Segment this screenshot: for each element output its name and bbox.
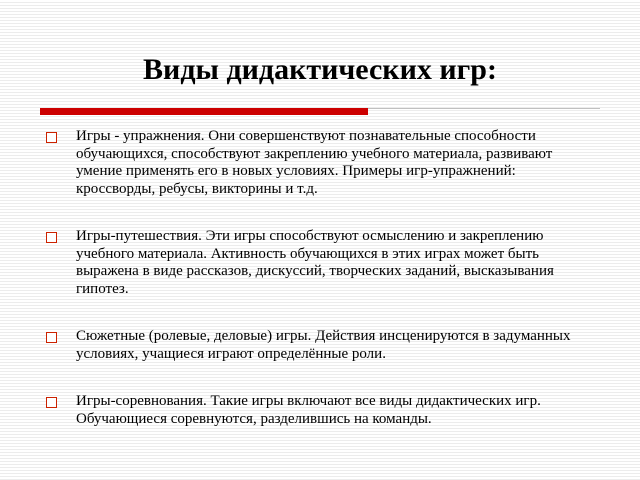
list-item	[46, 328, 586, 363]
slide-title: Виды дидактических игр:	[143, 53, 497, 86]
bullet-text: Игры-соревнования. Такие игры включают все виды дидактических игр. Обучающиеся соревнуются, разделившись на команды.	[76, 393, 541, 427]
bullet-list	[46, 128, 586, 458]
list-item	[46, 228, 586, 298]
bullet-text: Игры - упражнения. Они совершенствуют познавательные способности обучающихся, способствуют закреплению учебного материала, развивают умение применять его в новых условиях. Примеры игр-упражнений: кроссворды, ребусы, викторины и т.д.	[76, 128, 553, 197]
list-item	[46, 393, 586, 428]
bullet-square-icon	[46, 332, 57, 343]
title-accent-bar	[40, 108, 368, 115]
bullet-text: Сюжетные (ролевые, деловые) игры. Действия инсценируются в задуманных условиях, учащиеся играют определённые роли.	[76, 328, 571, 362]
bullet-square-icon	[46, 232, 57, 243]
bullet-square-icon	[46, 397, 57, 408]
list-item	[46, 128, 586, 198]
bullet-text: Игры-путешествия. Эти игры способствуют осмыслению и закреплению учебного материала. Активность обучающихся в этих играх может быть выражена в виде рассказов, дискуссий, творческих заданий, высказывания гипотез.	[76, 228, 554, 297]
bullet-square-icon	[46, 132, 57, 143]
